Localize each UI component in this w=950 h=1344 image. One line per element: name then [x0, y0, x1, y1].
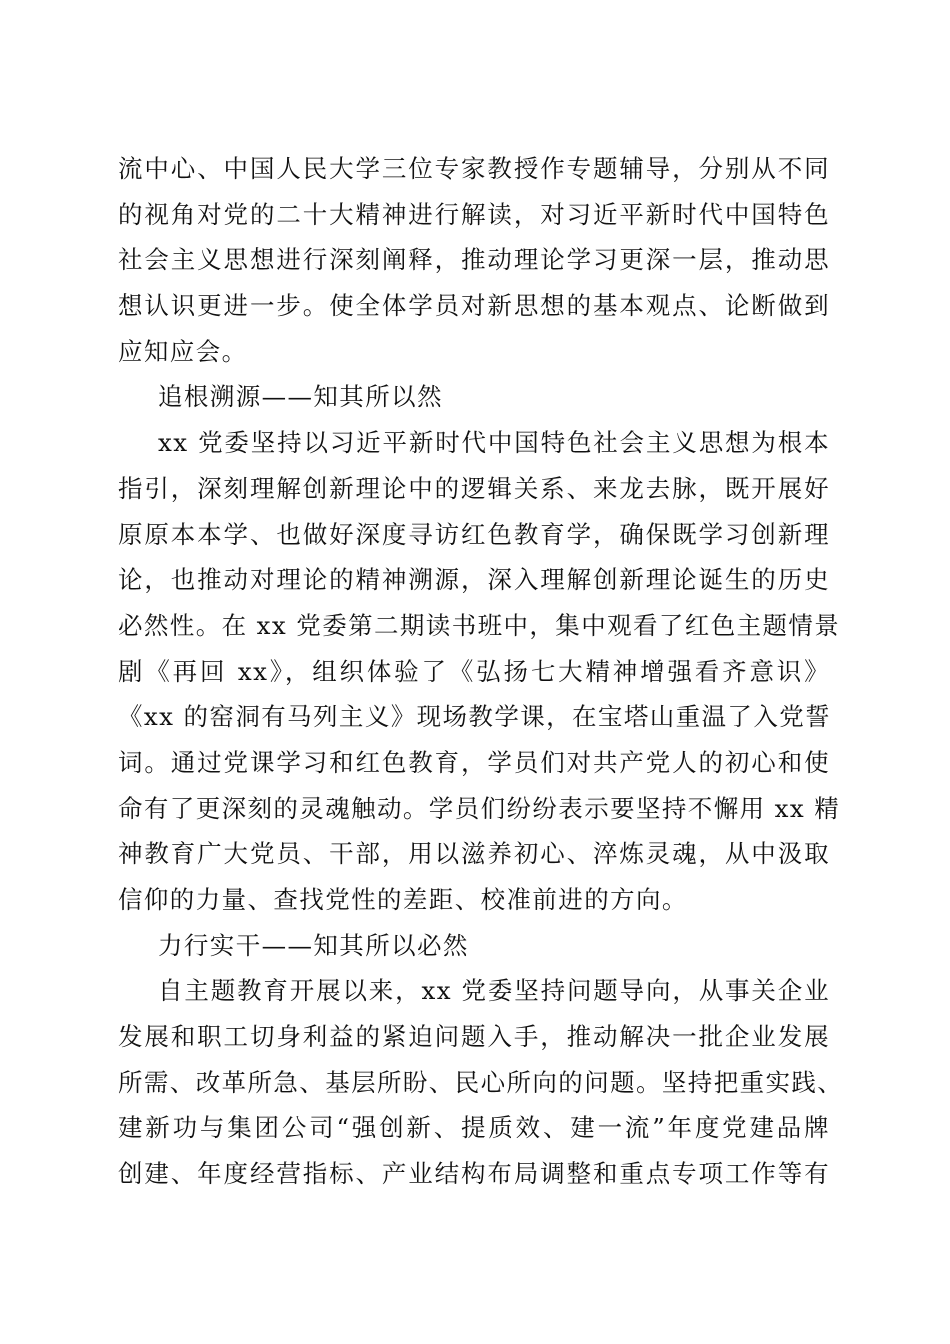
paragraph-line: 社会主义思想进行深刻阐释，推动理论学习更深一层，推动思	[118, 245, 830, 275]
paragraph-line: 原原本本学、也做好深度寻访红色教育学，确保既学习创新理	[118, 519, 830, 549]
paragraph-line: xx 党委坚持以习近平新时代中国特色社会主义思想为根本	[158, 428, 830, 458]
paragraph-line: 指引，深刻理解创新理论中的逻辑关系、来龙去脉，既开展好	[118, 473, 830, 503]
paragraph-2	[118, 420, 841, 923]
document-page	[118, 146, 844, 1197]
paragraph-line: 论，也推动对理论的精神溯源，深入理解创新理论诞生的历史	[118, 565, 830, 595]
paragraph-line: 剧《再回 xx》，组织体验了《弘扬七大精神增强看齐意识》	[118, 656, 830, 686]
paragraph-line: 创建、年度经营指标、产业结构布局调整和重点专项工作等有	[118, 1159, 830, 1189]
paragraph-1	[118, 146, 830, 374]
paragraph-line: 《xx 的窑洞有马列主义》现场教学课，在宝塔山重温了入党誓	[118, 702, 832, 732]
paragraph-line: 的视角对党的二十大精神进行解读，对习近平新时代中国特色	[118, 199, 830, 229]
paragraph-line: 想认识更进一步。使全体学员对新思想的基本观点、论断做到	[118, 291, 830, 321]
paragraph-line: 必然性。在 xx 党委第二期读书班中，集中观看了红色主题情景	[118, 610, 841, 640]
paragraph-line: 建新功与集团公司“强创新、提质效、建一流”年度党建品牌	[118, 1113, 830, 1143]
paragraph-line: 命有了更深刻的灵魂触动。学员们纷纷表示要坚持不懈用 xx 精	[118, 793, 841, 823]
paragraph-line: 自主题教育开展以来，xx 党委坚持问题导向，从事关企业	[158, 976, 830, 1006]
paragraph-line: 信仰的力量、查找党性的差距、校准前进的方向。	[118, 885, 688, 914]
paragraph-line: 发展和职工切身利益的紧迫问题入手，推动解决一批企业发展	[118, 1022, 830, 1052]
paragraph-line: 神教育广大党员、干部，用以滋养初心、淬炼灵魂，从中汲取	[118, 839, 830, 869]
paragraph-line: 应知应会。	[118, 336, 248, 366]
paragraph-3	[118, 968, 844, 1196]
paragraph-line: 所需、改革所急、基层所盼、民心所向的问题。坚持把重实践、	[118, 1067, 844, 1097]
section-heading-2: 力行实干——知其所以必然	[158, 930, 469, 960]
paragraph-line: 流中心、中国人民大学三位专家教授作专题辅导，分别从不同	[118, 154, 830, 183]
section-heading-1: 追根溯源——知其所以然	[158, 382, 443, 412]
paragraph-line: 词。通过党课学习和红色教育，学员们对共产党人的初心和使	[118, 747, 830, 777]
